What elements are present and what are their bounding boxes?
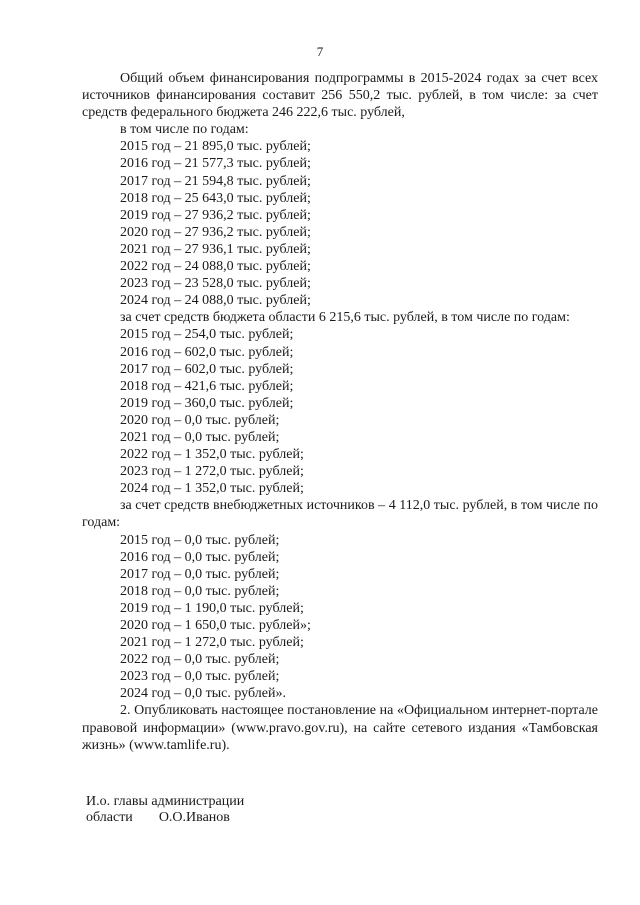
financing-intro: Общий объем финансирования подпрограммы в 2015-2024 годах за счет всех источников финансирования составит 256 550,2 тыс. рублей, в том числе: за счет средств федерального бюджета 246 222,6 тыс. рублей,: [82, 71, 598, 121]
extrabudgetary-year-item: 2016 год – 0,0 тыс. рублей;: [120, 549, 280, 565]
federal-year-item: 2015 год – 21 895,0 тыс. рублей;: [120, 139, 311, 155]
page-number: 7: [316, 44, 324, 59]
extrabudgetary-year-item: 2017 год – 0,0 тыс. рублей;: [120, 566, 280, 582]
federal-year-item: 2020 год – 27 936,2 тыс. рублей;: [120, 224, 311, 240]
extrabudgetary-year-item: 2019 год – 1 190,0 тыс. рублей;: [120, 600, 304, 616]
federal-year-item: 2017 год – 21 594,8 тыс. рублей;: [120, 173, 311, 189]
signature-row: [86, 810, 244, 826]
regional-year-item: 2024 год – 1 352,0 тыс. рублей;: [120, 481, 304, 497]
regional-year-item: 2018 год – 421,6 тыс. рублей;: [120, 378, 294, 394]
regional-year-item: 2016 год – 602,0 тыс. рублей;: [120, 344, 294, 360]
extrabudgetary-year-item: 2020 год – 1 650,0 тыс. рублей»;: [120, 618, 311, 633]
extrabudgetary-year-item: 2024 год – 0,0 тыс. рублей».: [120, 686, 286, 702]
regional-year-item: 2020 год – 0,0 тыс. рублей;: [120, 412, 280, 428]
signature-block: [86, 794, 244, 826]
regional-year-item: 2017 год – 602,0 тыс. рублей;: [120, 361, 294, 377]
regional-year-item: 2023 год – 1 272,0 тыс. рублей;: [120, 464, 304, 480]
extrabudgetary-year-item: 2021 год – 1 272,0 тыс. рублей;: [120, 635, 304, 651]
extrabudgetary-years-list: [82, 532, 598, 703]
federal-year-item: 2018 год – 25 643,0 тыс. рублей;: [120, 190, 311, 206]
federal-year-item: 2021 год – 27 936,1 тыс. рублей;: [120, 241, 311, 257]
federal-year-item: 2022 год – 24 088,0 тыс. рублей;: [120, 259, 311, 275]
extrabudgetary-year-item: 2023 год – 0,0 тыс. рублей;: [120, 669, 280, 685]
regional-intro: за счет средств бюджета области 6 215,6 тыс. рублей, в том числе по годам:: [120, 310, 570, 326]
federal-year-item: 2019 год – 27 936,2 тыс. рублей;: [120, 207, 311, 223]
document-body: [82, 70, 598, 754]
signature-title: И.о. главы администрации: [86, 794, 245, 809]
federal-years-list: [82, 138, 598, 309]
extrabudgetary-year-item: 2022 год – 0,0 тыс. рублей;: [120, 652, 280, 668]
regional-year-item: 2019 год – 360,0 тыс. рублей;: [120, 395, 294, 411]
regional-year-item: 2015 год – 254,0 тыс. рублей;: [120, 327, 294, 343]
federal-by-year-label: в том числе по годам:: [120, 122, 249, 138]
regional-year-item: 2022 год – 1 352,0 тыс. рублей;: [120, 447, 304, 463]
federal-year-item: 2024 год – 24 088,0 тыс. рублей;: [120, 293, 311, 309]
federal-year-item: 2023 год – 23 528,0 тыс. рублей;: [120, 276, 311, 292]
extrabudgetary-year-item: 2015 год – 0,0 тыс. рублей;: [120, 532, 280, 548]
signatory-name: О.О.Иванов: [158, 810, 230, 825]
regional-year-item: 2021 год – 0,0 тыс. рублей;: [120, 429, 280, 445]
regional-years-list: [82, 326, 598, 497]
extrabudgetary-intro: за счет средств внебюджетных источников – 4 112,0 тыс. рублей, в том числе по годам:: [82, 498, 598, 531]
signature-region: области: [86, 810, 133, 825]
publication-paragraph: 2. Опубликовать настоящее постановление на «Официальном интернет-портале правовой информации» (www.pravo.gov.ru), на сайте сетевого издания «Тамбовская жизнь» (www.tamlife.ru).: [82, 703, 598, 753]
federal-year-item: 2016 год – 21 577,3 тыс. рублей;: [120, 156, 311, 172]
extrabudgetary-year-item: 2018 год – 0,0 тыс. рублей;: [120, 583, 280, 599]
